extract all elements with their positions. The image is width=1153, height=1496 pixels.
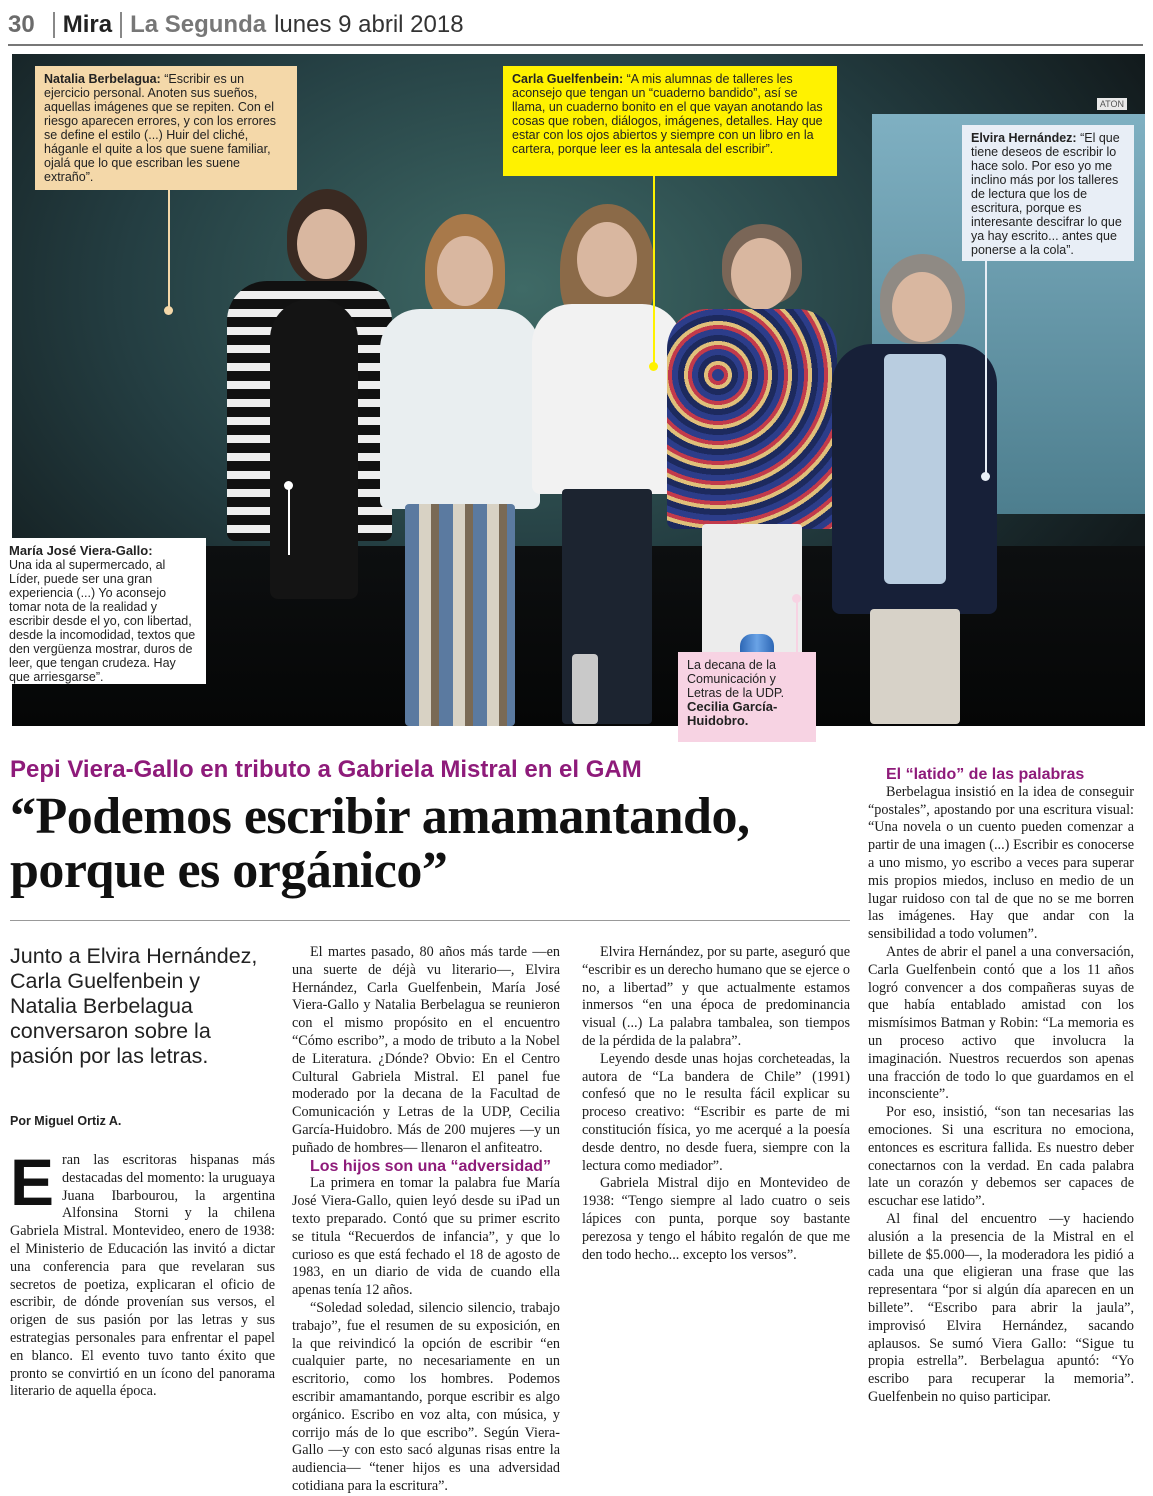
article-byline: Por Miguel Ortiz A. <box>10 1114 122 1128</box>
caption-natalia <box>35 66 297 190</box>
body-paragraph: Leyendo desde unas hojas corcheteadas, la autora de “La bandera de Chile” (1991) confesó que no le resulta fácil explicar su proceso creativo: “Escribir es parte de mi constitución física, yo me acerqué a la poesía desde dentro, no desde fuera, siempre con la lectura como mediador”. <box>582 1050 850 1174</box>
leader-dot-carla <box>649 362 658 371</box>
leader-line-carla <box>653 176 655 366</box>
leader-line-cecilia <box>796 598 798 654</box>
body-paragraph: Antes de abrir el panel a una conversación, Carla Guelfenbein contó que a los 11 años logró convencer a dos compañeras suyas de que había entablado amistad con los mismísimos Batman y Robin: “La memoria es un proceso activo que involucra la imaginación. Nuestros recuerdos son apenas una fracción de todo lo que guardamos en el inconsciente”. <box>868 943 1134 1103</box>
caption-name: Natalia Berbelagua: <box>44 72 161 86</box>
header-divider <box>53 12 55 38</box>
subheading: El “latido” de las palabras <box>886 766 1085 783</box>
leader-dot-natalia <box>164 306 173 315</box>
page-header <box>8 8 464 42</box>
drop-cap: E <box>10 1145 55 1219</box>
body-paragraph: Gabriela Mistral dijo en Montevideo de 1938: “Tengo siempre al lado cuatro o seis lápices con punta, porque soy bastante perezosa y tengo el hábito regalón de que me den todo hecho... excepto los versos”. <box>582 1175 850 1263</box>
article-headline: “Podemos escribir amamantando, porque es orgánico” <box>10 788 750 899</box>
person-maria-jose <box>222 189 392 726</box>
photo-credit: ATON <box>1097 98 1127 110</box>
caption-carla <box>503 66 837 176</box>
issue-date: lunes 9 abril 2018 <box>274 11 464 38</box>
body-paragraph: Eran las escritoras hispanas más destacadas del momento: la uruguaya Juana Ibarbourou, la argentina Alfonsina Storni y la chilena Gabriela Mistral. Montevideo, enero de 1938: el Ministerio de Educación las invitó a dictar una conferencia para que revelaran sus secretos de poetiza, explicaran el oficio de escribir, de dónde provenían sus versos, el origen de sus pasión por las letras y sus estrategias personales para enfrentar el papel en blanco. El evento tuvo tanto éxito que pronto se convirtió en un ícono del panorama literario de aquella época. <box>10 1145 275 1400</box>
caption-cecilia <box>678 652 816 742</box>
article-deck: Junto a Elvira Hernández, Carla Guelfenbein y Natalia Berbelagua conversaron sobre la pasión por las letras. <box>10 944 258 1068</box>
body-column-3 <box>582 944 850 1264</box>
caption-quote: “Escribir es un ejercicio personal. Anoten sus sueños, aquellas imágenes que se repiten. Con el riesgo aparecen errores, y con los errores se define el estilo (...) Huir del cliché, háganle el quite a los que suene familiar, ojalá que lo que escriban les suene extraño”. <box>44 72 277 184</box>
header-divider <box>120 12 122 38</box>
caption-name: María José Viera-Gallo: <box>9 543 153 558</box>
caption-name: Cecilia García-Huidobro. <box>687 699 778 728</box>
leader-line-natalia <box>168 190 170 310</box>
body-paragraph: Por eso, insistió, “son tan necesarias las emociones. Si una escritura no emociona, entonces es escritura fallida. Es nuestro deber conectarnos con la verdad. En cada palabra late un corazón y debemos ser capaces de escuchar ese latido”. <box>868 1104 1134 1210</box>
body-paragraph: Berbelagua insistió en la idea de conseguir “postales”, apostando por una escritura visual: “Una novela o un cuento pueden comenzar a partir de una imagen (...) Escribir es conocerse a uno mismo, yo escribo a veces para superar mis propios miedos, incluso en medio de un lugar ruidoso con tal de que no se me borren las imágenes. Hay que andar con la sensibilidad a todo volumen”. <box>868 783 1134 943</box>
headline-rule <box>10 920 850 921</box>
body-column-2 <box>292 944 560 1496</box>
person-carla <box>532 204 682 724</box>
body-paragraph: Al final del encuentro —y haciendo alusión a la presencia de la Mistral en el billete de $5.000—, la moderadora les pidió a cada una que eligieran una frase que las representara “por si algún día aparecen en un billete”. “Escribo para abrir la jaula”, improvisó Elvira Hernández, sacando aplausos. Se sumó Viera Gallo: “Sigue tu propia estrella”. Berbelagua apuntó: “Yo escribo para recuperar la memoria”. Guelfenbein no quiso participar. <box>868 1210 1134 1405</box>
leader-line-maria-jose <box>288 485 290 555</box>
body-paragraph: “Soledad soledad, silencio silencio, trabajo trabajo”, fue el resumen de su exposición, en la que reivindicó la opción de escribir “en cualquier parte, no necesariamente en un escritorio, como los hombres. Podemos escribir amamantando, porque escribir es algo orgánico. Escribo en voz alta, con música, y corrijo más de lo que escribo”. Según Viera-Gallo —y con esto sacó algunas risas entre la audiencia— “tener hijos es una adversidad cotidiana para la escritura”. <box>292 1299 560 1494</box>
article-kicker: Pepi Viera-Gallo en tributo a Gabriela Mistral en el GAM <box>10 756 642 783</box>
section-name: Mira <box>62 11 113 38</box>
leader-line-elvira <box>985 261 987 476</box>
header-rule <box>8 44 1143 46</box>
caption-quote: “A mis alumnas de talleres les aconsejo que tengan un “cuaderno bandido”, así se llama, un cuaderno bonito en el que vayan anotando las cosas que roben, diálogos, imágenes, detalles. Hay que estar con los ojos abiertos y siempre con un libro en la cartera, porque leer es la antesala del escribir”. <box>512 72 823 156</box>
body-paragraph: Elvira Hernández, por su parte, aseguró que “escribir es un derecho humano que se ejerce o no, a libertad” y que actualmente estamos inmersos “en una época de predominancia visual (...) La palabra tambalea, son tiempos de la pérdida de la palabra”. <box>582 944 850 1049</box>
person-natalia <box>380 214 540 726</box>
body-paragraph: La primera en tomar la palabra fue María José Viera-Gallo, quien leyó desde su iPad un texto preparado. Contó que su primer escrito se titula “Recuerdos de infancia”, y que lo curioso es que está fechado el 18 de agosto de 1983, en un diario de vida de cuando ella apenas tenía 12 años. <box>292 1175 560 1299</box>
caption-elvira <box>962 125 1134 261</box>
body-paragraph: El martes pasado, 80 años más tarde —en una suerte de déjà vu literario—, Elvira Hernández, Carla Guelfenbein, María José Viera-Gallo y Natalia Berbelagua se reunieron con el mismo propósito en el encuentro “Cómo escribo”, a modo de tributo a la Nobel de Literatura. ¿Dónde? Obvio: En el Centro Cultural Gabriela Mistral. El panel fue moderado por la decana de la Facultad de Comunicación y Letras de la UDP, Cecilia García-Huidobro. Más de 200 mujeres —y un puñado de hombres— llenaron el anfiteatro. <box>292 944 560 1156</box>
leader-dot-cecilia <box>792 594 801 603</box>
caption-quote: “El que tiene deseos de escribir lo hace solo. Por eso yo me inclino más por los talleres de lectura que los de escritura, porque es interesante descifrar lo que ya hay escrito... antes que ponerse a la cola”. <box>971 131 1122 257</box>
caption-role: La decana de la Comunicación y Letras de la UDP. <box>687 658 785 700</box>
publication-name: La Segunda <box>130 11 267 38</box>
subheading: Los hijos son una “adversidad” <box>310 1157 551 1175</box>
caption-name: Carla Guelfenbein: <box>512 72 624 86</box>
caption-name: Elvira Hernández: <box>971 131 1077 145</box>
body-column-4 <box>868 766 1134 1407</box>
body-column-1 <box>10 1145 275 1401</box>
caption-quote: Una ida al supermercado, al Líder, puede ser una gran experiencia (...) Yo aconsejo tomar nota de la realidad y escribir desde el yo, con libertad, desde la incomodidad, textos que den vergüenza mostrar, duros de leer, que tengan crudeza. Hay que arriesgarse”. <box>9 558 196 684</box>
leader-dot-elvira <box>981 472 990 481</box>
coffee-cup <box>572 654 598 724</box>
leader-dot-maria-jose <box>284 481 293 490</box>
page-number: 30 <box>8 11 35 38</box>
caption-maria-jose <box>0 538 206 684</box>
person-elvira <box>832 254 997 724</box>
